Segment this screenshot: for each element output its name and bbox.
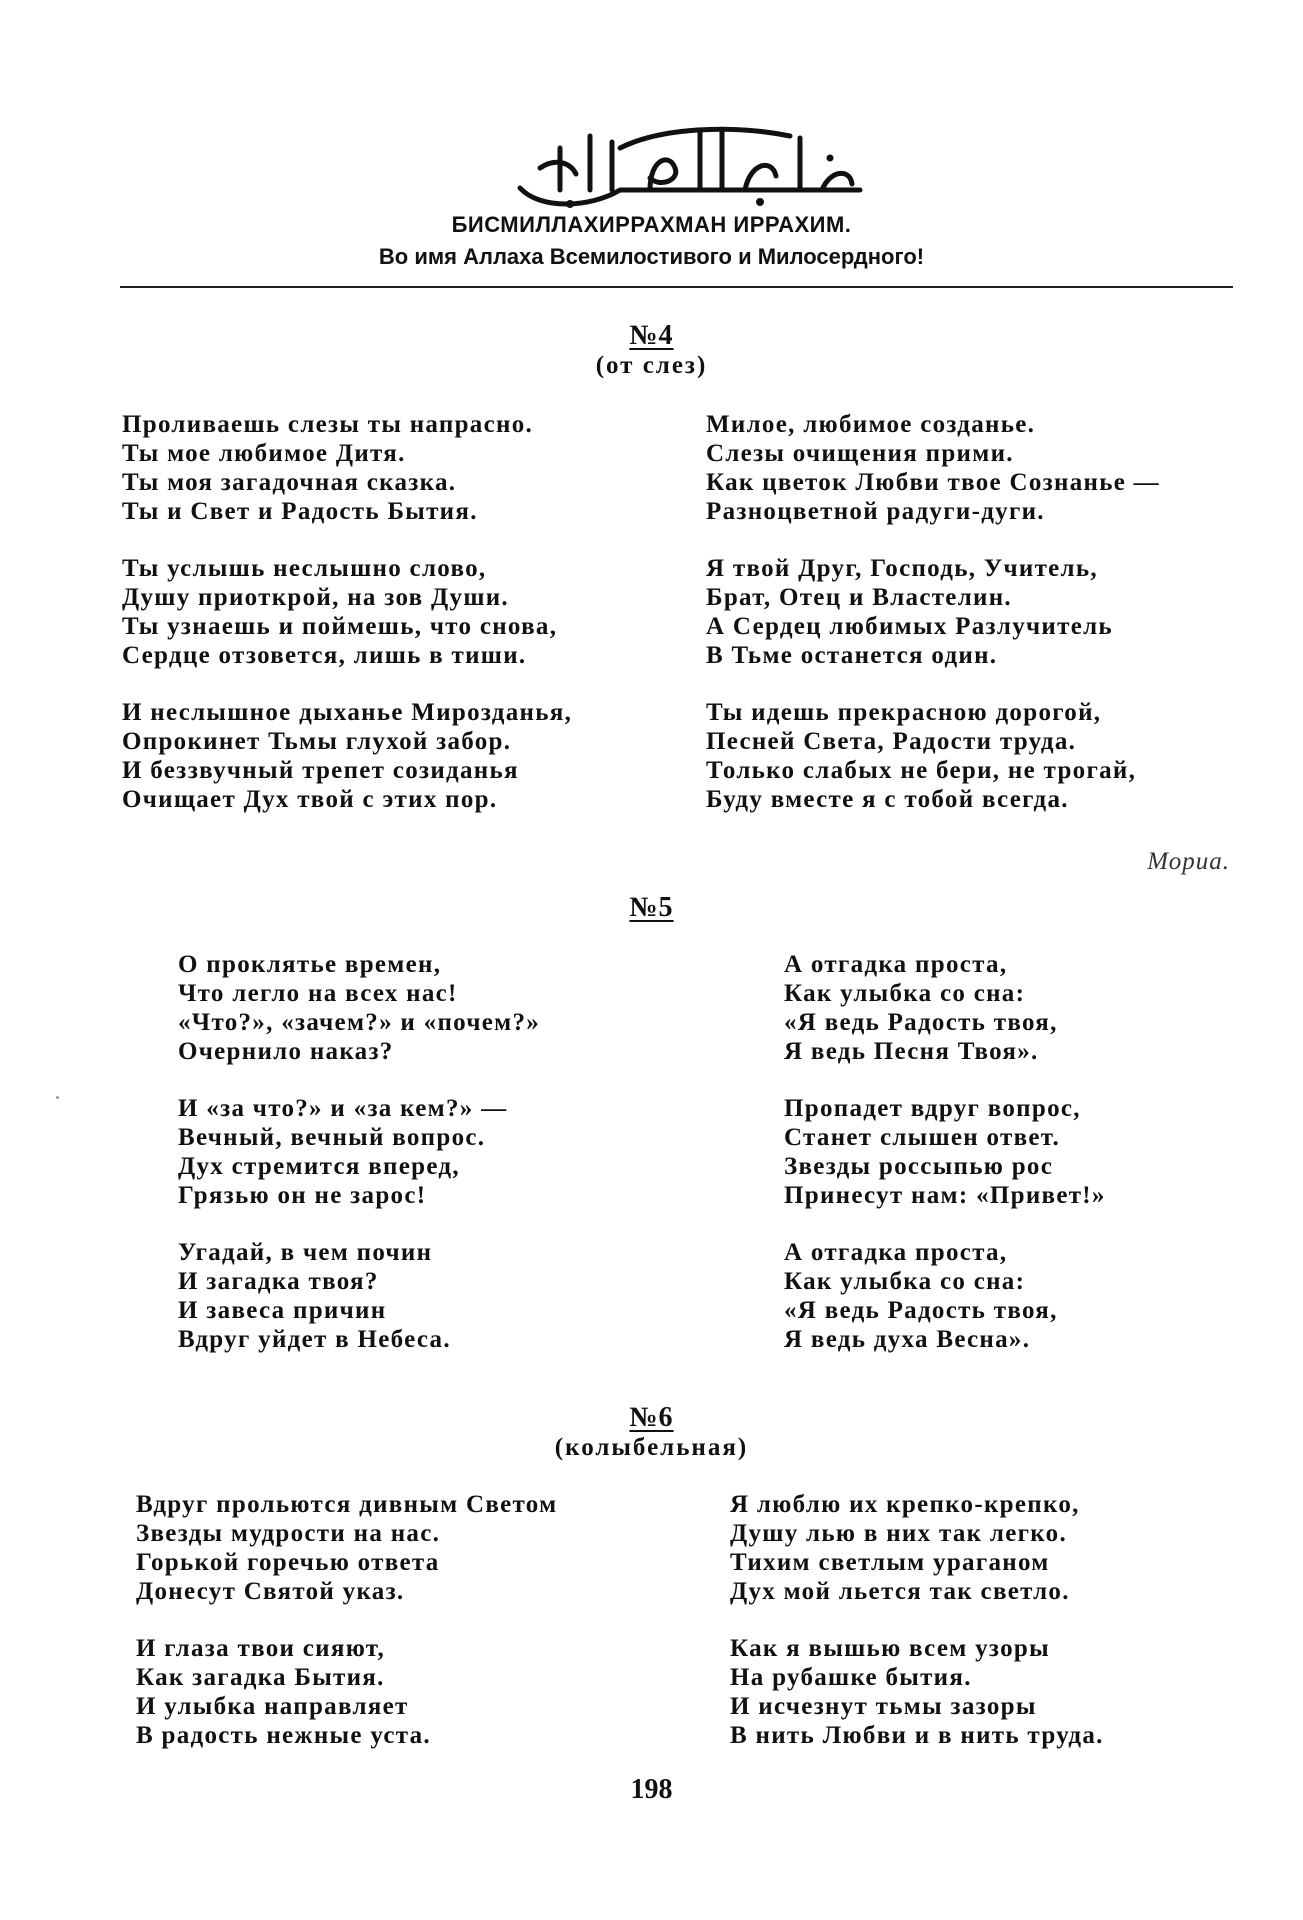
poem-4-right-stanza-1 (706, 410, 1160, 526)
verse-line: «Что?», «зачем?» и «почем?» (178, 1009, 541, 1036)
verse-line: Вдруг прольются дивным Светом (136, 1491, 558, 1518)
verse-line: Пропадет вдруг вопрос, (784, 1095, 1081, 1122)
verse-line: И исчезнут тьмы зазоры (730, 1693, 1037, 1720)
bismillah-calligraphy (500, 118, 880, 210)
verse-line: «Я ведь Радость твоя, (784, 1297, 1058, 1324)
verse-line: Звезды россыпью рос (784, 1153, 1054, 1180)
verse-line: Дух мой льется так светло. (730, 1578, 1070, 1605)
verse-line: И улыбка направляет (136, 1693, 409, 1720)
verse-line: И неслышное дыханье Мирозданья, (122, 699, 573, 726)
verse-line: Я твой Друг, Господь, Учитель, (706, 555, 1098, 582)
verse-line: И «за что?» и «за кем?» — (178, 1095, 508, 1122)
verse-line: И загадка твоя? (178, 1268, 379, 1295)
verse-line: Как улыбка со сна: (784, 980, 1026, 1007)
verse-line: Грязью он не зарос! (178, 1182, 427, 1209)
verse-line: А Сердец любимых Разлучитель (706, 613, 1113, 640)
poem-4-left-stanza-3 (122, 698, 572, 814)
verse-line: Я ведь духа Весна». (784, 1326, 1031, 1353)
verse-line: А отгадка проста, (784, 951, 1008, 978)
verse-line: В радость нежные уста. (136, 1722, 431, 1749)
poem-5-right-stanza-1 (784, 950, 1058, 1066)
verse-line: Буду вместе я с тобой всегда. (706, 786, 1069, 813)
verse-line: Горькой горечью ответа (136, 1549, 440, 1576)
poem-5-right-stanza-2 (784, 1094, 1106, 1210)
verse-line: Душу лью в них так легко. (730, 1520, 1068, 1547)
verse-line: Брат, Отец и Властелин. (706, 584, 1012, 611)
verse-line: Ты узнаешь и поймешь, что снова, (122, 613, 558, 640)
verse-line: Очернило наказ? (178, 1038, 394, 1065)
verse-line: Угадай, в чем почин (178, 1239, 433, 1266)
verse-line: Ты мое любимое Дитя. (122, 440, 406, 467)
verse-line: Милое, любимое созданье. (706, 411, 1036, 438)
verse-line: Слезы очищения прими. (706, 440, 1014, 467)
poem-6-left-stanza-1 (136, 1490, 557, 1606)
verse-line: Ты идешь прекрасною дорогой, (706, 699, 1102, 726)
poem-4-right-stanza-3 (706, 698, 1136, 814)
verse-line: О проклятье времен, (178, 951, 442, 978)
poem-4-number: №4 (629, 320, 674, 351)
verse-line: Вдруг уйдет в Небеса. (178, 1326, 451, 1353)
bismillah-transliteration: БИСМИЛЛАХИРРАХМАН ИРРАХИМ. (451, 212, 852, 237)
verse-line: И глаза твои сияют, (136, 1635, 386, 1662)
verse-line: Душу приоткрой, на зов Души. (122, 584, 509, 611)
verse-line: Дух стремится вперед, (178, 1153, 460, 1180)
verse-line: Донесут Святой указ. (136, 1578, 405, 1605)
verse-line: Очищает Дух твой с этих пор. (122, 786, 498, 813)
verse-line: Разноцветной радуги-дуги. (706, 498, 1045, 525)
verse-line: Проливаешь слезы ты напрасно. (122, 411, 534, 438)
poem-6-number: №6 (629, 1402, 674, 1433)
verse-line: Звезды мудрости на нас. (136, 1520, 441, 1547)
poem-4-right-stanza-2 (706, 554, 1113, 670)
verse-line: Ты и Свет и Радость Бытия. (122, 498, 478, 525)
poem-5-number: №5 (629, 892, 674, 923)
verse-line: И беззвучный трепет созиданья (122, 757, 519, 784)
verse-line: Я ведь Песня Твоя». (784, 1038, 1039, 1065)
verse-line: Как цветок Любви твое Сознанье — (706, 469, 1160, 496)
poem-6-left-stanza-2 (136, 1634, 431, 1750)
verse-line: Станет слышен ответ. (784, 1124, 1061, 1151)
verse-line: Ты услышь неслышно слово, (122, 555, 487, 582)
poem-5-left-stanza-1 (178, 950, 540, 1066)
poem-5-left-stanza-2 (178, 1094, 507, 1210)
poem-5-right-stanza-3 (784, 1238, 1058, 1354)
verse-line: Сердце отзовется, лишь в тиши. (122, 642, 527, 669)
verse-line: В нить Любви и в нить труда. (730, 1722, 1104, 1749)
verse-line: Только слабых не бери, не трогай, (706, 757, 1137, 784)
poem-4-left-stanza-2 (122, 554, 557, 670)
verse-line: На рубашке бытия. (730, 1664, 972, 1691)
verse-line: Как улыбка со сна: (784, 1268, 1026, 1295)
header-divider (120, 286, 1233, 288)
verse-line: Что легло на всех нас! (178, 980, 458, 1007)
verse-line: Как загадка Бытия. (136, 1664, 385, 1691)
verse-line: Как я вышью всем узоры (730, 1635, 1050, 1662)
verse-line: Ты моя загадочная сказка. (122, 469, 457, 496)
verse-line: В Тьме останется один. (706, 642, 998, 669)
bismillah-translation: Во имя Аллаха Всемилостивого и Милосердного! (378, 244, 925, 269)
page-number: 198 (630, 1774, 673, 1805)
verse-line: И завеса причин (178, 1297, 387, 1324)
verse-line: «Я ведь Радость твоя, (784, 1009, 1058, 1036)
poem-5-left-stanza-3 (178, 1238, 451, 1354)
poem-4-author: Мориа. (1147, 848, 1230, 875)
verse-line: А отгадка проста, (784, 1239, 1008, 1266)
poem-4-subtitle: (от слез) (595, 352, 708, 379)
verse-line: Я люблю их крепко-крепко, (730, 1491, 1080, 1518)
poem-6-right-stanza-2 (730, 1634, 1104, 1750)
verse-line: Принесут нам: «Привет!» (784, 1182, 1106, 1209)
verse-line: Песней Света, Радости труда. (706, 728, 1077, 755)
verse-line: Вечный, вечный вопрос. (178, 1124, 486, 1151)
poem-6-right-stanza-1 (730, 1490, 1080, 1606)
poem-4-left-stanza-1 (122, 410, 533, 526)
scan-speck (56, 1096, 59, 1099)
poem-6-subtitle: (колыбельная) (554, 1434, 749, 1461)
verse-line: Тихим светлым ураганом (730, 1549, 1050, 1576)
verse-line: Опрокинет Тьмы глухой забор. (122, 728, 512, 755)
